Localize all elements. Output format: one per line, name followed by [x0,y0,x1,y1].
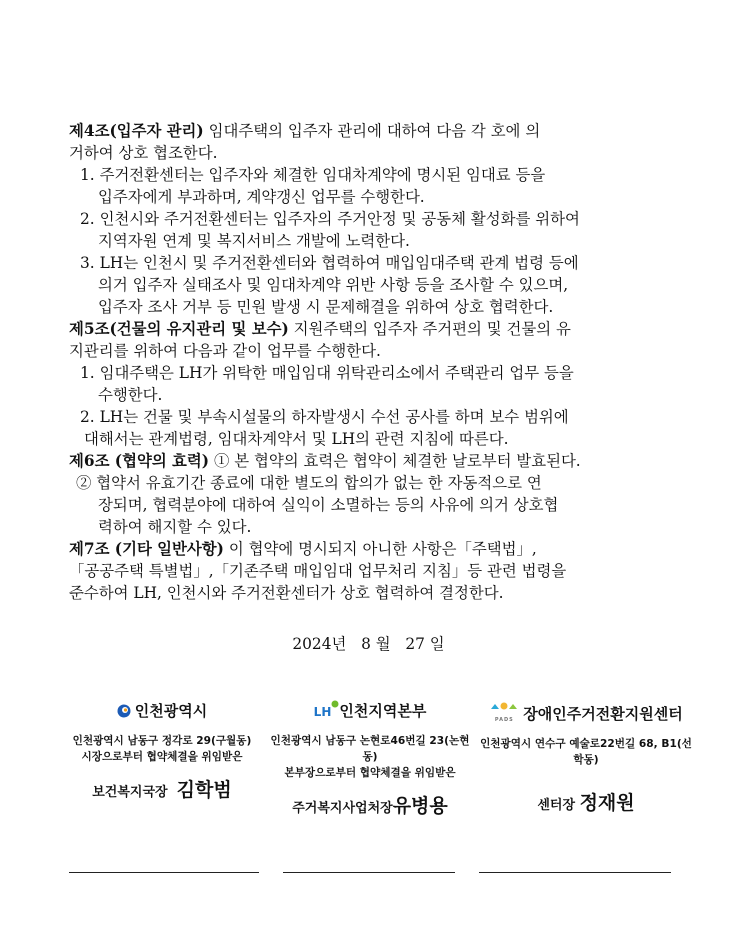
article4-item1: 1. 주거전환센터는 입주자와 체결한 임대차계약에 명시된 임대료 등을 [80,166,546,184]
article5-intro: 제5조(건물의 유지관리 및 보수) 지원주택의 입주자 주거편의 및 건물의 유 [69,320,571,338]
signatory-address: 인천광역시 남동구 논현로46번길 23(논현동) [270,735,470,763]
org-name-pads: PADS 장애인주거전환지원센터 [476,700,696,724]
article6-intro: 제6조 (협약의 효력) ① 본 협약의 효력은 협약이 체결한 날로부터 발효된다. [69,452,581,470]
article4-intro: 제4조(입주자 관리) 임대주택의 입주자 관리에 대하여 다음 각 호에 의 [69,122,541,140]
date-month: 8 월 [361,635,391,653]
signatory-delegation: 본부장으로부터 협약체결을 위임받은 [284,767,456,779]
article4-item2: 2. 인천시와 주거전환센터는 입주자의 주거안정 및 공동체 활성화를 위하여 [80,210,580,228]
article7-line2: 「공공주택 특별법」,「기존주택 매입임대 업무처리 지침」등 관련 법령을 [69,562,567,580]
signatory-pads [476,700,696,815]
article4-title: 제4조(입주자 관리) [69,122,204,140]
incheon-city-logo-icon [117,704,131,718]
signatory-person: 김학범 [176,779,232,801]
article4-item3: 3. LH는 인천시 및 주거전환센터와 협력하여 매입임대주택 관계 법령 등에 [80,254,579,272]
article4-item3-cont2: 입주자 조사 거부 등 민원 발생 시 문제해결을 위하여 상호 협력한다. [98,298,554,316]
article5-item2: 2. LH는 건물 및 부속시설물의 하자발생시 수선 공사를 하며 보수 범위에 [80,408,569,426]
article5-title: 제5조(건물의 유지관리 및 보수) [69,320,289,338]
article5-item1: 1. 임대주택은 LH가 위탁한 매입임대 위탁관리소에서 주택관리 업무 등을 [80,364,574,382]
signatory-incheon [62,700,262,802]
signatory-delegation: 시장으로부터 협약체결을 위임받은 [81,751,243,763]
date-day: 27 일 [405,635,445,653]
article4-item3-cont1: 의거 입주자 실태조사 및 임대차계약 위반 사항 등을 조사할 수 있으며, [98,276,569,294]
signatory-person: 정재원 [579,792,635,814]
org-name-lh: LH 인천지역본부 [313,702,427,720]
signatory-signature: 주거복지사업처장유병용 [292,795,448,817]
signatory-signature: 센터장 정재원 [537,792,635,814]
signatory-person: 유병용 [392,795,448,817]
signatory-lh [270,700,470,818]
article6-title: 제6조 (협약의 효력) [69,452,210,470]
article7-title: 제7조 (기타 일반사항) [69,540,224,558]
article7-line3: 준수하여 LH, 인천시와 주거전환센터가 상호 협력하여 결정한다. [69,584,504,602]
date-year: 2024년 [292,635,347,653]
signature-line-2 [283,872,455,873]
signature-line-3 [479,872,671,873]
agreement-date [0,632,737,654]
lh-logo-icon: LH [313,705,332,719]
article5-intro-line2: 지관리를 위하여 다음과 같이 업무를 수행한다. [69,342,381,360]
article7-intro: 제7조 (기타 일반사항) 이 협약에 명시되지 아니한 사항은「주택법」, [69,540,537,558]
signatory-signature: 보건복지국장 김학범 [92,779,232,801]
article6-item2-cont1: 장되며, 협력분야에 대하여 실익이 소멸하는 등의 사유에 의거 상호협 [98,496,559,514]
pads-logo-icon: PADS [489,700,519,724]
signature-line-1 [69,872,259,873]
article6-item2-cont2: 력하여 해지할 수 있다. [98,518,252,536]
article4-item1-cont: 입주자에게 부과하며, 계약갱신 업무를 수행한다. [98,188,425,206]
signatory-address: 인천광역시 남동구 정각로 29(구월동) [72,735,252,747]
org-name-incheon: 인천광역시 [62,700,262,721]
article4-item2-cont: 지역자원 연계 및 복지서비스 개발에 노력한다. [98,232,410,250]
article5-item1-cont: 수행한다. [98,386,163,404]
article6-item2: ② 협약서 유효기간 종료에 대한 별도의 합의가 없는 한 자동적으로 연 [76,474,542,492]
article5-item2-cont: 대해서는 관계법령, 임대차계약서 및 LH의 관련 지침에 따른다. [84,430,509,448]
article4-intro-line2: 거하여 상호 협조한다. [69,144,218,162]
signatory-address: 인천광역시 연수구 예술로22번길 68, B1(선학동) [480,738,692,766]
